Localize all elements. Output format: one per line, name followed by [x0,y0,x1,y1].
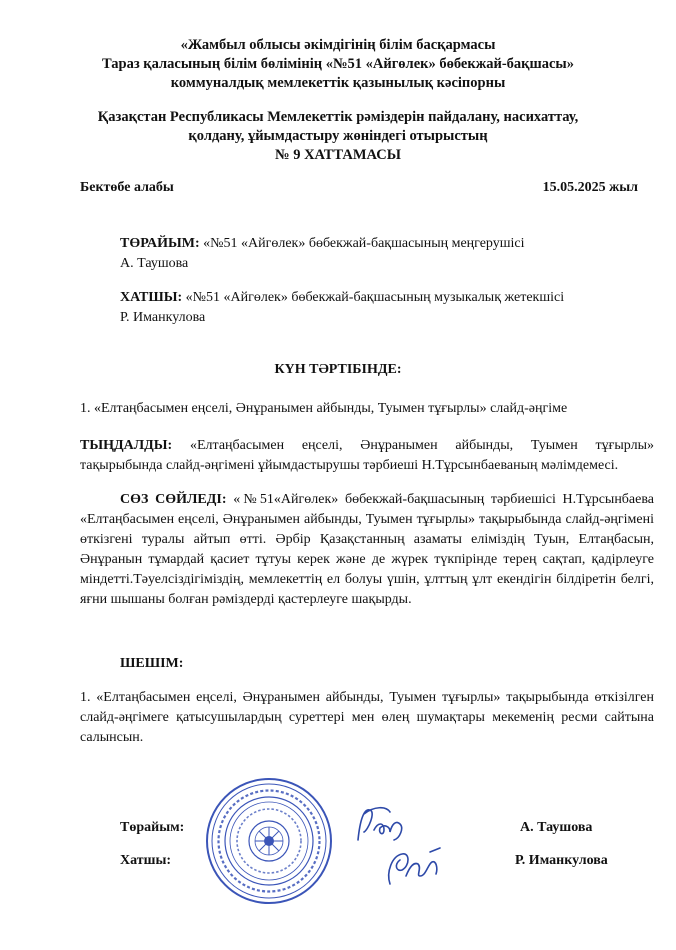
chair-label: ТӨРАЙЫМ: [120,236,200,251]
title-line-1: Қазақстан Республикасы Мемлекеттік рәміздерін пайдалану, насихаттау, [97,109,579,125]
agenda-item-1: 1. «Елтаңбасымен еңселі, Әнұранымен айбынды, Туымен тұғырлы» слайд-әңгіме [80,401,568,416]
secretary-signature [380,842,450,892]
secretary-line [120,290,660,306]
chair-line [120,236,660,252]
decision-heading: ШЕШІМ: [120,656,184,671]
decision-item-1: 1. «Елтаңбасымен еңселі, Әнұранымен айбынды, Туымен тұғырлы» тақырыбында өткізілген слайд-әңгімеге қатысушылардың суреттері мен өлең шумақтары мекеменің ресми сайтына салынсын. [80,690,654,745]
org-line-1: «Жамбыл облысы әкімдігінің білім басқармасы [180,37,496,53]
listened-text: «Елтаңбасымен еңселі, Әнұранымен айбынды, Туымен тұғырлы» тақырыбында слайд-әңгімені ұйымдастырушы тәрбиеші Н.Тұрсынбаеваның мәлімдемесі. [80,438,655,473]
secretary-name: Р. Иманкулова [120,310,206,325]
org-line-2: Тараз қаласының білім бөлімінің «№51 «Айгөлек» бөбекжай-бақшасы» [101,56,575,72]
secretary-sign-name: Р. Иманкулова [515,853,608,868]
secretary-sign-label: Хатшы: [120,853,172,868]
chair-sign-name: А. Таушова [520,820,593,835]
spoke-label: СӨЗ СӨЙЛЕДІ: [120,492,227,507]
date: 15.05.2025 жыл [542,180,638,195]
secretary-position: «№51 «Айгөлек» бөбекжай-бақшасының музыкалық жетекшісі [185,290,565,305]
chair-name: А. Таушова [120,256,189,271]
chair-sign-label: Төрайым: [120,820,185,835]
official-seal [204,776,334,906]
protocol-number: № 9 ХАТТАМАСЫ [275,147,401,163]
place: Бектөбе алабы [80,180,174,195]
spoke-paragraph [80,490,654,610]
secretary-label: ХАТШЫ: [120,290,183,305]
spoke-text: «№51«Айгөлек» бөбекжай-бақшасының тәрбиешісі Н.Тұрсынбаева «Елтаңбасымен еңселі, Әнұранымен айбынды, Туымен тұғырлы» тақырыбында слайд-әңгімені өткізгені туралы айтып өтті. Әрбір Қазақстанның азаматы еліміздің Туын, Елтаңбасын, Әнұранын тұмардай қасиет тұтуы керек және де жүрек түкпірінде терең сақтап, қадірлеуге міндетті.Тәуелсіздігіміздің, мемлекеттің ел болуы үшін, ұлттың ұлт екендігін білдіретін белгі, яғни шышаны болған рәміздерді қастерлеуге шақырды. [80,492,655,607]
listened-label: ТЫҢДАЛДЫ: [80,438,173,453]
org-line-3: коммуналдық мемлекеттік қазынылық кәсіпорны [170,75,506,91]
title-line-2: қолдану, ұйымдастыру жөніндегі отырыстың [188,128,488,144]
chair-position: «№51 «Айгөлек» бөбекжай-бақшасының меңгерушісі [203,236,525,251]
listened-paragraph [80,436,654,476]
agenda-heading: КҮН ТӘРТІБІНДЕ: [274,362,402,377]
